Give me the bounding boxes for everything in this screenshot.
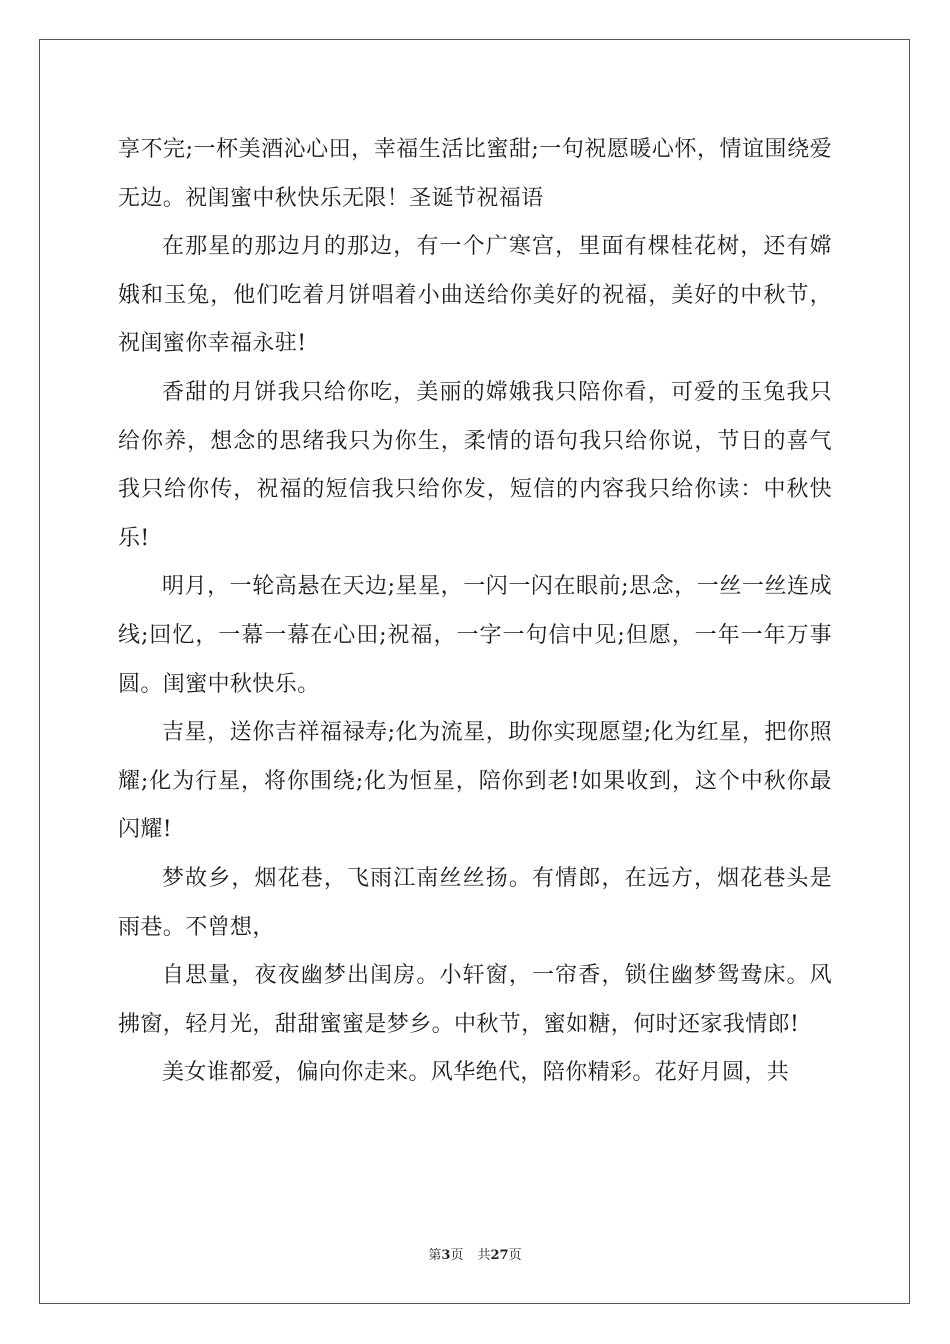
footer-total-pages: 27 — [490, 1248, 509, 1263]
footer-page-unit: 页 — [450, 1248, 464, 1263]
paragraph-2: 在那星的那边月的那边，有一个广寒宫，里面有棵桂花树，还有嫦娥和玉兔，他们吃着月饼唱着小曲送给你美好的祝福，美好的中秋节，祝闺蜜你幸福永驻! — [118, 234, 832, 357]
paragraph-7: 自思量，夜夜幽梦出闺房。小轩窗，一帘香，锁住幽梦鸳鸯床。风拂窗，轻月光，甜甜蜜蜜是梦乡。中秋节，蜜如糖，何时还家我情郎! — [118, 963, 832, 1037]
footer-total-prefix: 共 — [477, 1248, 491, 1263]
paragraph-6: 梦故乡，烟花巷，飞雨江南丝丝扬。有情郎，在远方，烟花巷头是雨巷。不曾想， — [118, 865, 832, 940]
footer-current-page: 3 — [441, 1248, 451, 1263]
footer-prefix: 第 — [428, 1248, 442, 1263]
footer-total-unit: 页 — [508, 1248, 522, 1263]
paragraph-8: 美女谁都爱，偏向你走来。风华绝代，陪你精彩。花好月圆，共 — [162, 1060, 790, 1086]
paragraph-1: 享不完;一杯美酒沁心田，幸福生活比蜜甜;一句祝愿暖心怀，情谊围绕爱无边。祝闺蜜中秋快乐无限！圣诞节祝福语 — [118, 137, 832, 211]
page-footer — [0, 1247, 950, 1265]
paragraph-3: 香甜的月饼我只给你吃，美丽的嫦娥我只陪你看，可爱的玉兔我只给你养，想念的思绪我只为你生，柔情的语句我只给你说，节日的喜气我只给你传，祝福的短信我只给你发，短信的内容我只给你读：中秋快乐! — [118, 379, 832, 551]
paragraph-5: 吉星，送你吉祥福禄寿;化为流星，助你实现愿望;化为红星，把你照耀;化为行星，将你围绕;化为恒星，陪你到老!如果收到，这个中秋你最闪耀! — [118, 720, 832, 843]
paragraph-4: 明月，一轮高悬在天边;星星，一闪一闪在眼前;思念，一丝一丝连成线;回忆，一幕一幕在心田;祝福，一字一句信中见;但愿，一年一年万事圆。闺蜜中秋快乐。 — [118, 574, 832, 697]
document-body — [118, 126, 832, 1098]
